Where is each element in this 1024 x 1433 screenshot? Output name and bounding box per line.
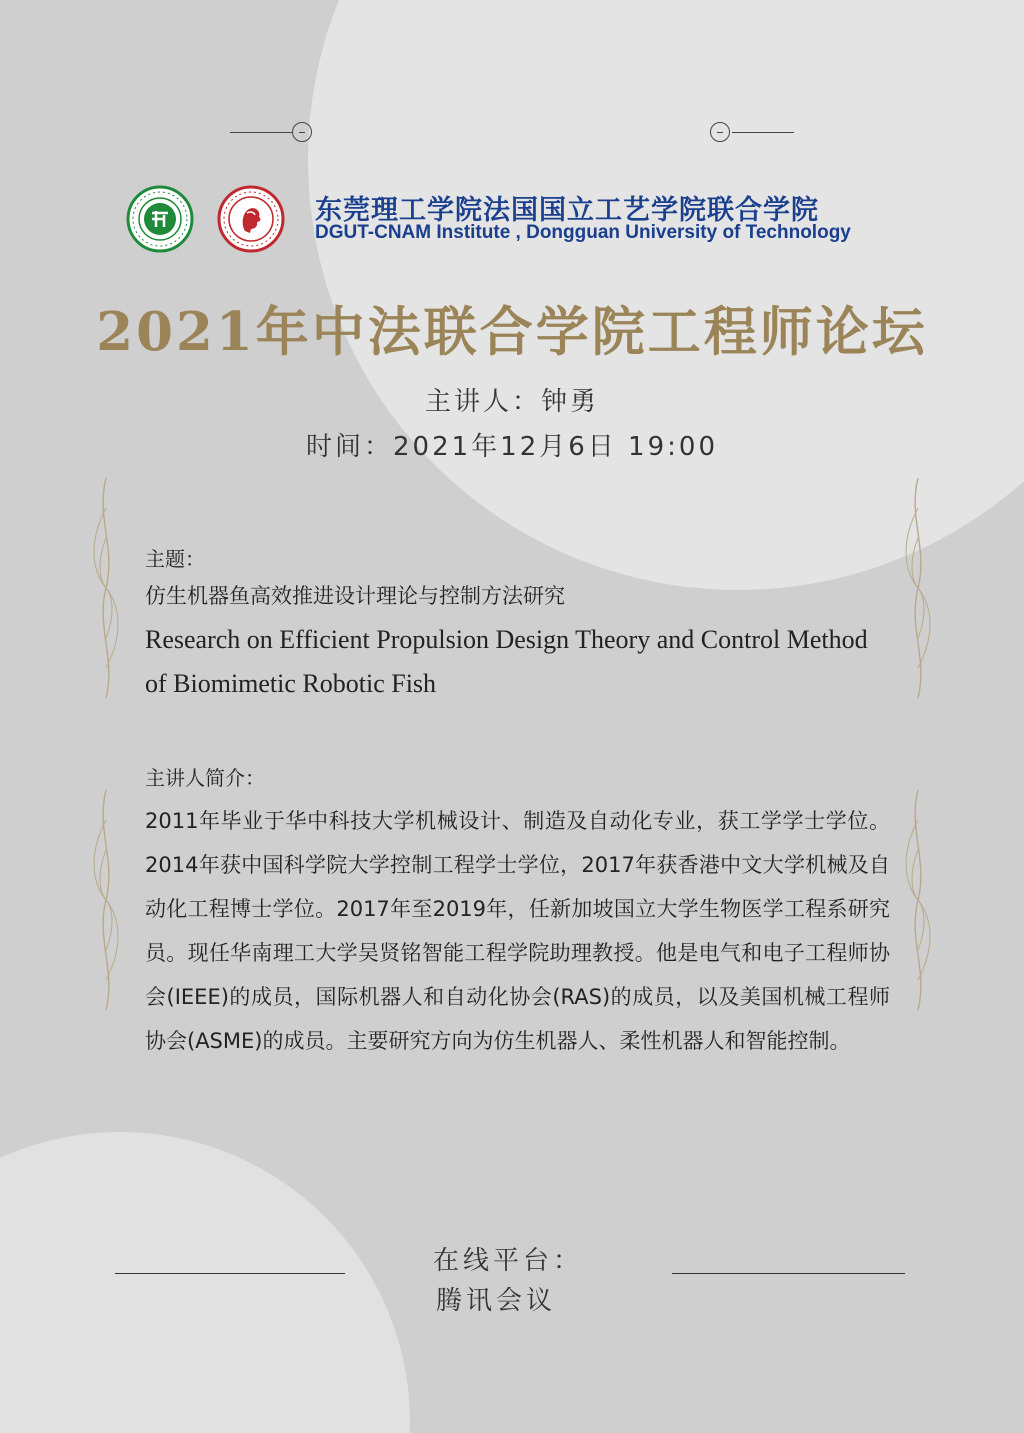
flourish-icon [86,478,126,698]
flourish-icon [898,478,938,698]
footer-divider-left [115,1273,345,1274]
speaker-line: 主讲人：钟勇 [424,387,599,417]
topic-heading: 主题： [145,547,205,571]
platform-label: 在线平台： [433,1246,584,1276]
ring-divider-icon-right [710,122,794,144]
topic-title-en: Research on Efficient Propulsion Design Theory and Control Method of Biomimetic Robotic Fish [145,625,868,698]
topic-title-cn: 仿生机器鱼高效推进设计理论与控制方法研究 [145,584,565,608]
flourish-icon [898,790,938,1010]
topic-section [145,543,890,706]
ring-divider-icon-left [230,122,314,144]
page-title: 2021年中法联合学院工程师论坛 [96,301,928,363]
footer-divider-right [672,1273,905,1274]
bio-text: 2011年毕业于华中科技大学机械设计、制造及自动化专业，获工学学士学位。2014年获中国科学院大学控制工程学士学位，2017年获香港中文大学机械及自动化工程博士学位。2017年至2019年，任新加坡国立大学生物医学工程系研究员。现任华南理工大学吴贤铭智能工程学院助理教授。他是电气和电子工程师协会(IEEE)的成员，国际机器人和自动化协会(RAS)的成员，以及美国机械工程师协会(ASME)的成员。主要研究方向为仿生机器人、柔性机器人和智能控制。 [145,809,890,1053]
institute-name-cn: 东莞理工学院法国国立工艺学院联合学院 [315,195,819,226]
cnam-logo-icon [217,185,285,253]
background-circle-bottom [0,1132,410,1433]
platform-value: 腾讯会议 [436,1286,557,1316]
dgut-logo-icon [126,185,194,253]
flourish-icon [86,790,126,1010]
institute-name-en: DGUT-CNAM Institute , Dongguan University of Technology [315,222,851,243]
bio-section [145,762,890,1063]
time-line: 时间：2021年12月6日 19:00 [306,432,718,462]
bio-heading: 主讲人简介： [145,766,265,790]
